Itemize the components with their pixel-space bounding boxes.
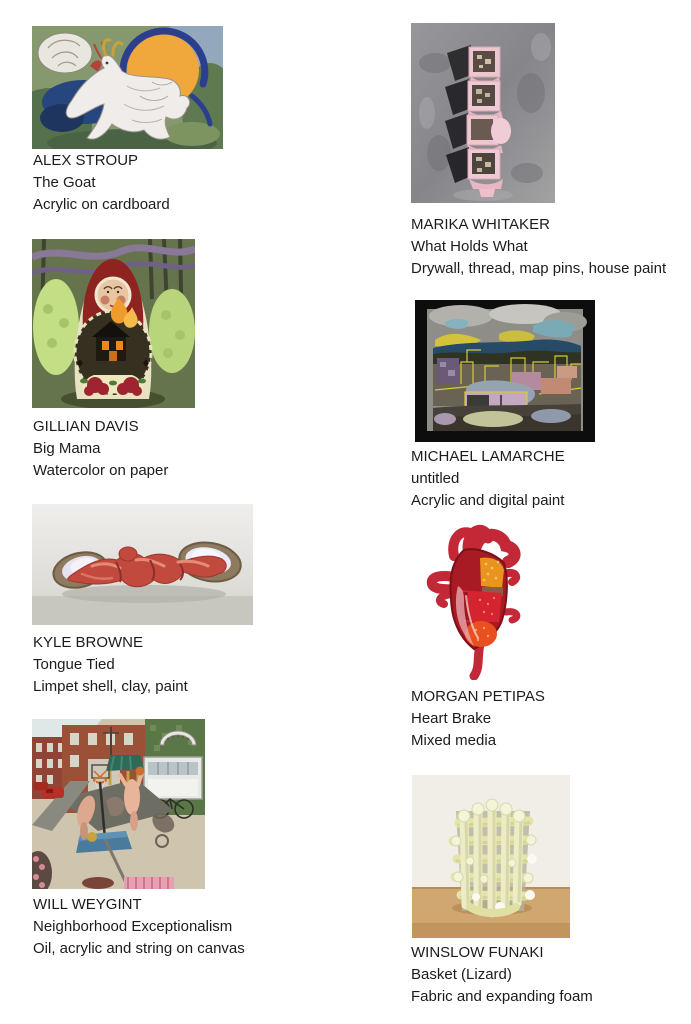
artwork-medium: Oil, acrylic and string on canvas [33,940,245,957]
artwork-title: untitled [411,470,460,487]
artist-name: WINSLOW FUNAKI [411,944,544,961]
artist-name: ALEX STROUP [33,152,139,169]
artwork-title: Big Mama [33,440,101,457]
artwork-image-the-goat [32,26,223,149]
artist-name: MICHAEL LAMARCHE [411,448,565,465]
artwork-image-big-mama [32,239,195,408]
artwork-medium: Acrylic on cardboard [33,196,170,213]
artwork-title: What Holds What [411,238,528,255]
artist-name: MORGAN PETIPAS [411,688,545,705]
artwork-caption [411,686,545,752]
artwork-image-tongue-tied [32,504,253,625]
artwork-medium: Drywall, thread, map pins, house paint [411,260,667,277]
artwork-caption [33,416,168,482]
artwork-caption [411,942,593,1008]
artwork-caption [411,446,565,512]
artwork-image-neighborhood-exceptionalism [32,719,205,889]
artwork-title: The Goat [33,174,96,191]
artist-name: WILL WEYGINT [33,896,142,913]
artwork-medium: Mixed media [411,732,497,749]
artwork-medium: Watercolor on paper [33,462,169,479]
artist-name: GILLIAN DAVIS [33,418,139,435]
artwork-caption [411,214,666,280]
artwork-medium: Limpet shell, clay, paint [33,678,188,695]
artwork-caption [33,150,170,216]
artwork-caption [33,632,188,698]
artwork-image-what-holds-what [411,23,555,203]
artwork-image-basket-lizard [412,775,570,938]
artwork-title: Tongue Tied [33,656,115,673]
artwork-title: Heart Brake [411,710,492,727]
artist-name: MARIKA WHITAKER [411,216,550,233]
artwork-title: Basket (Lizard) [411,966,512,983]
artwork-medium: Fabric and expanding foam [411,988,593,1005]
artwork-image-heart-brake [424,516,524,680]
artist-name: KYLE BROWNE [33,634,144,651]
artwork-title: Neighborhood Exceptionalism [33,918,233,935]
artwork-medium: Acrylic and digital paint [411,492,565,509]
artwork-caption [33,894,245,960]
artwork-image-lamarche-untitled [415,300,595,442]
